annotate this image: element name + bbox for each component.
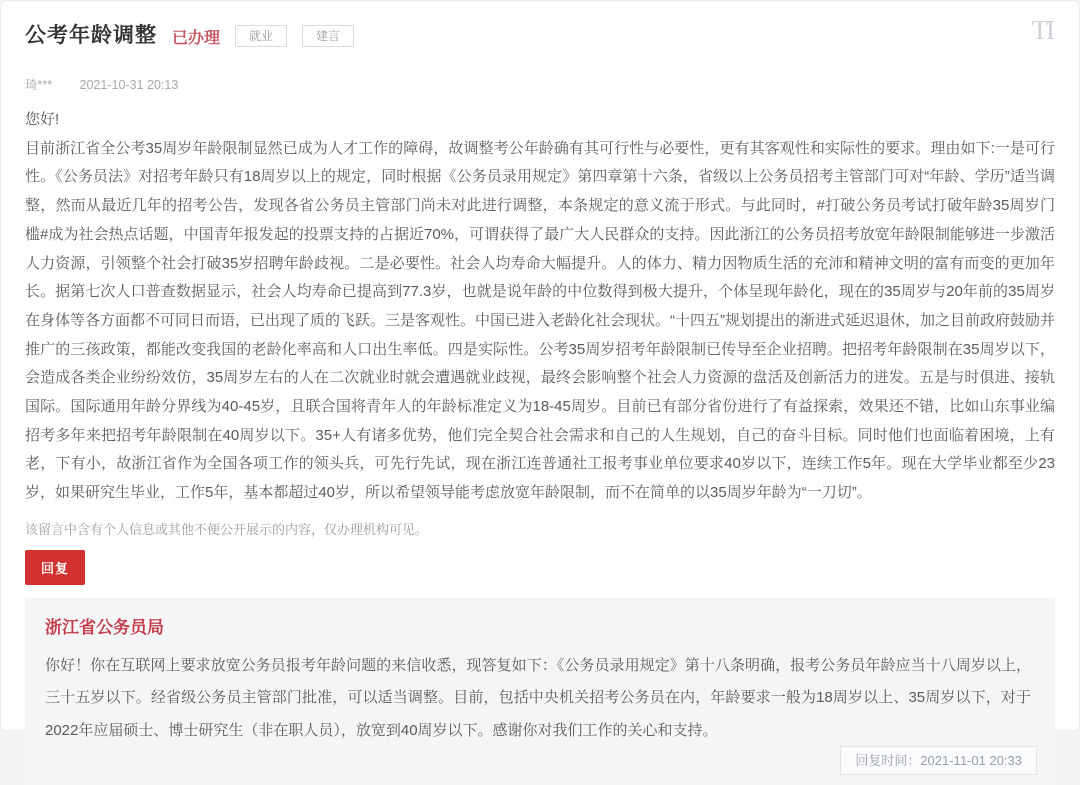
- site-watermark-logo: TI: [1031, 15, 1053, 45]
- status-badge: 已办理: [172, 29, 221, 47]
- message-body: 目前浙江省全公考35周岁年龄限制显然已成为人才工作的障碍，故调整考公年龄确有其可行性与必要性，更有其客观性和实际性的要求。理由如下:一是可行性。《公务员法》对招考年龄只有18周岁以上的规定，同时根据《公务员录用规定》第四章第十六条，省级以上公务员招考主管部门可对“年龄、学历”适当调整，然而从最近几年的招考公告，发现各省公务员主管部门尚未对此进行调整，本条规定的意义流于形式。与此同时，#打破公务员考试打破年龄35周岁门槛#成为社会热点话题，中国青年报发起的投票支持的占据近70%，可谓获得了最广大人民群众的支持。因此浙江的公务员招考放宽年龄限制能够进一步激活人力资源，引领整个社会打破35岁招聘年龄歧视。二是必要性。社会人均寿命大幅提升。人的体力、精力因物质生活的充沛和精神文明的富有而变的更加年长。据第七次人口普查数据显示，社会人均寿命已提高到77.3岁，也就是说年龄的中位数得到极大提升，个体呈现年龄化，现在的35周岁与20年前的35周岁在身体等各方面都不可同日而语，已出现了质的飞跃。三是客观性。中国已进入老龄化社会现状。“十四五”规划提出的渐进式延迟退休，加之目前政府鼓励并推广的三孩政策，都能改变我国的老龄化率高和人口出生率低。四是实际性。公考35周岁招考年龄限制已传导至企业招聘。把招考年龄限制在35周岁以下，会造成各类企业纷纷效仿，35周岁左右的人在二次就业时就会遭遇就业歧视，最终会影响整个社会人力资源的盘活及创新活力的迸发。五是与时俱进、接轨国际。国际通用年龄分界线为40-45岁，且联合国将青年人的年龄标准定义为18-45周岁。目前已有部分省份进行了有益探索，效果还不错，比如山东事业编招考多年来把招考年龄限制在40周岁以下。35+人有诸多优势，他们完全契合社会需求和自己的人生规划，自己的奋斗目标。同时他们也面临着困境，上有老，下有小，故浙江省作为全国各项工作的领头兵，可先行先试，现在浙江连普通社工报考事业单位要求40岁以下，连续工作5年。现在大学毕业都至少23岁，如果研究生毕业，工作5年，基本都超过40岁，所以希望领导能考虑放宽年龄限制，而不在简单的以35周岁年龄为“一刀切”。: [25, 139, 1055, 502]
- message-greeting: 您好!: [25, 111, 60, 128]
- post-date: 2021-10-31 20:13: [79, 78, 179, 92]
- author-name: 琦***: [25, 78, 53, 92]
- reply-body: 你好！你在互联网上要求放宽公务员报考年龄问题的来信收悉，现答复如下：《公务员录用规定》第十八条明确，报考公务员年龄应当十八周岁以上，三十五岁以下。经省级公务员主管部门批准，可以适当调整。目前，包括中央机关招考公务员在内，年龄要求一般为18周岁以上、35周岁以下，对于2022年应届硕士、博士研究生（非在职人员），放宽到40周岁以下。感谢你对我们工作的关心和支持。: [45, 656, 1031, 739]
- header-row: [25, 21, 1055, 51]
- meta-row: [25, 75, 1055, 93]
- tag-employment[interactable]: 就业: [235, 25, 287, 47]
- privacy-note: 该留言中含有个人信息或其他不便公开展示的内容，仅办理机构可见。: [25, 521, 429, 537]
- reply-button[interactable]: 回复: [25, 550, 85, 585]
- reply-card: [25, 598, 1055, 785]
- agency-name: 浙江省公务员局: [45, 617, 164, 637]
- reply-time-badge: 回复时间：2021-11-01 20:33: [840, 746, 1037, 775]
- tag-suggestion[interactable]: 建言: [302, 25, 354, 47]
- message-content: [25, 106, 1055, 508]
- page-title: 公考年龄调整: [25, 24, 157, 47]
